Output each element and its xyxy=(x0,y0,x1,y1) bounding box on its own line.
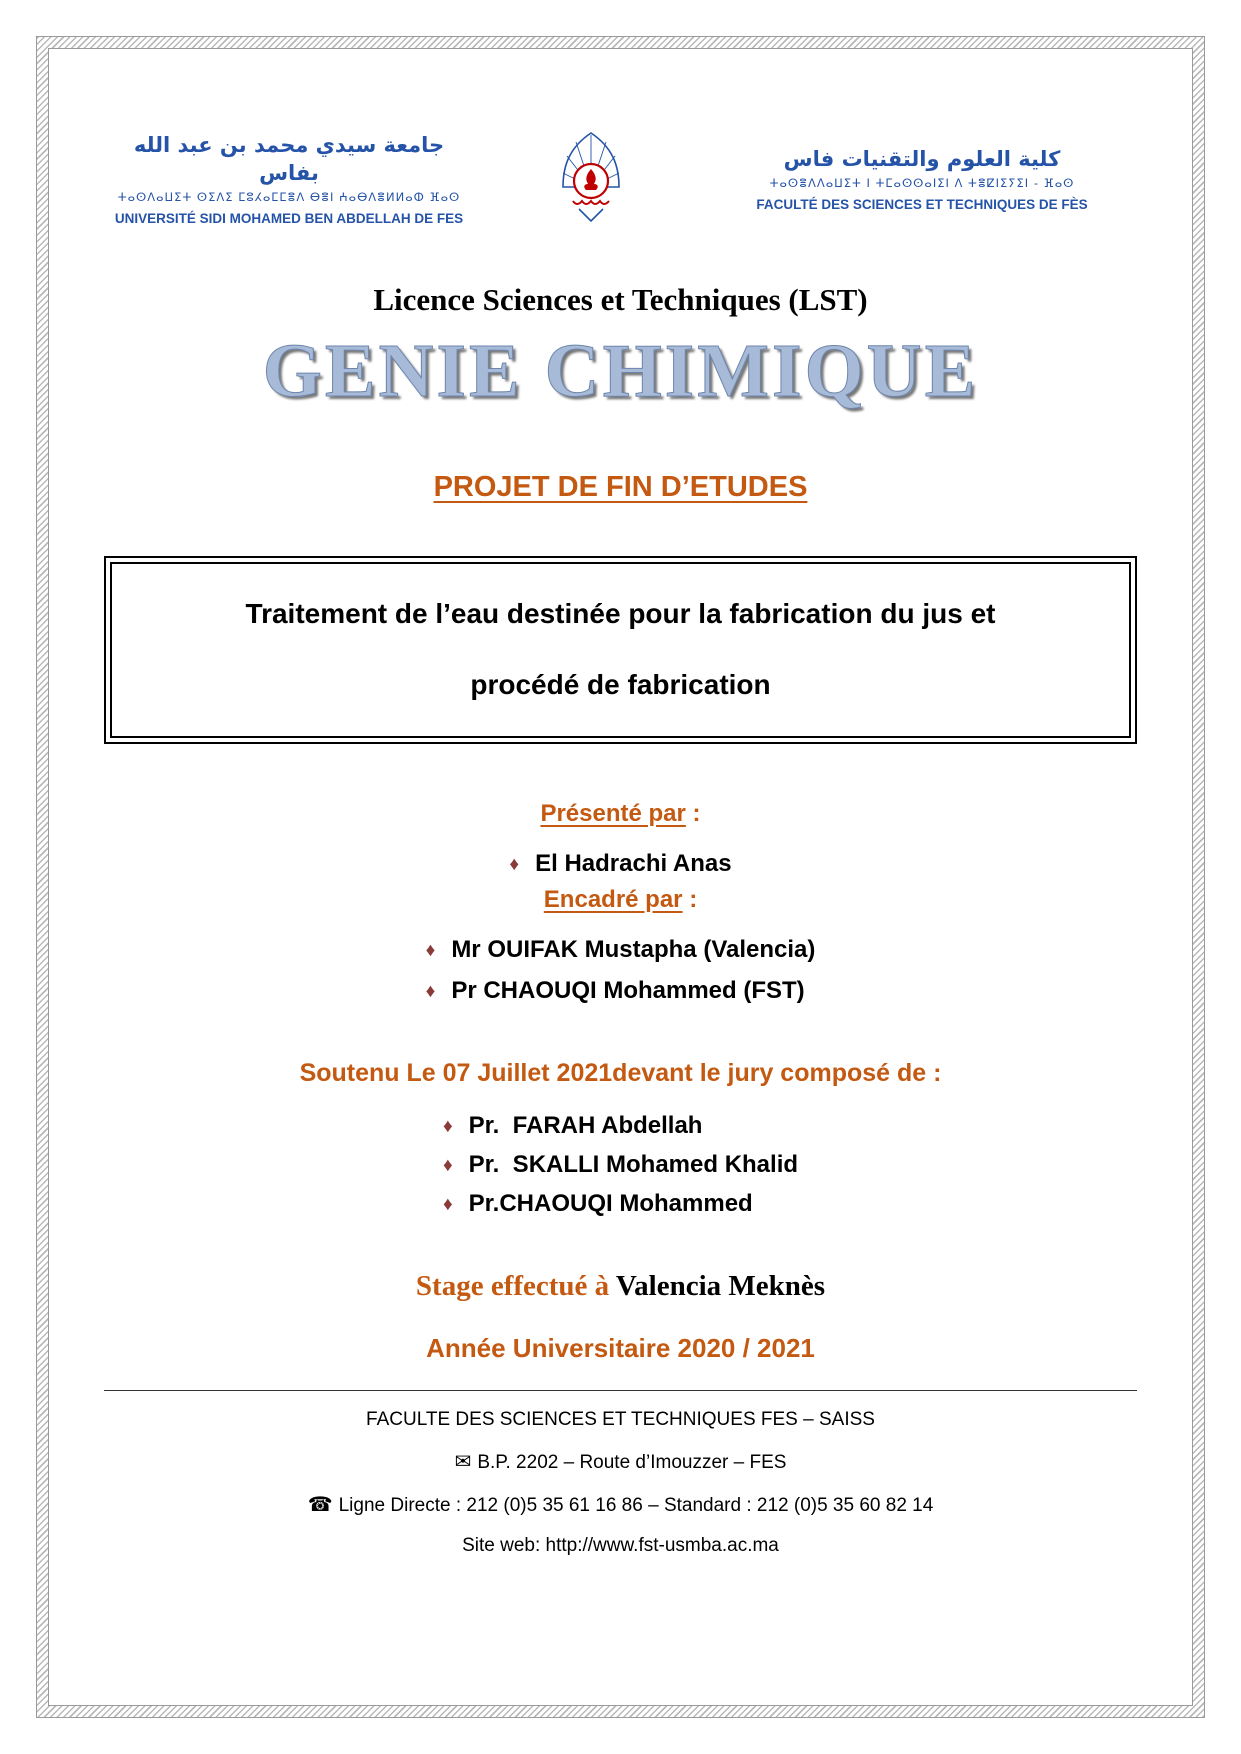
phone-icon: ☎ xyxy=(307,1493,333,1516)
document-type-title: PROJET DE FIN D’ETUDES xyxy=(433,471,808,503)
faculty-name-tifinagh: ⵜⴰⵙⴻⴷⴷⴰⵡⵉⵜ ⵏ ⵜⵎⴰⵙⵙⴰⵏⵉⵏ ⴷ ⵜⴻⵇⵏⵉⵢⵉⵏ - ⴼⴰⵙ xyxy=(769,176,1075,191)
academic-year: Année Universitaire 2020 / 2021 xyxy=(426,1332,815,1363)
university-block xyxy=(104,131,474,228)
list-item xyxy=(443,1151,798,1179)
diamond-bullet-icon: ♦ xyxy=(425,939,436,961)
footer-phone-text: Ligne Directe : 212 (0)5 35 61 16 86 – Standard : 212 (0)5 35 60 82 14 xyxy=(338,1494,934,1516)
university-name-arabic: جامعة سيدي محمد بن عبد الله بفاس xyxy=(133,132,445,186)
specialty-title: GENIE CHIMIQUE xyxy=(262,329,979,413)
list-item xyxy=(509,850,731,878)
supervisor-name: Mr OUIFAK Mustapha (Valencia) xyxy=(451,935,816,963)
subject-line-1: Traitement de l’eau destinée pour la fabrication du jus et xyxy=(245,598,996,629)
header-logos xyxy=(104,129,1137,230)
footer-divider xyxy=(104,1390,1137,1391)
list-item xyxy=(443,1112,703,1140)
footer-website-line: Site web: http://www.fst-usmba.ac.ma xyxy=(462,1534,779,1556)
supervised-by-label-text: Encadré par xyxy=(543,885,683,913)
list-item xyxy=(443,1190,753,1218)
diamond-bullet-icon: ♦ xyxy=(425,980,436,1002)
jury-member-name: Pr. FARAH Abdellah xyxy=(468,1111,703,1139)
footer xyxy=(104,1390,1137,1557)
internship-line xyxy=(416,1270,825,1303)
jury-member-name: Pr. SKALLI Mohamed Khalid xyxy=(468,1150,799,1178)
university-name-tifinagh: ⵜⴰⵙⴷⴰⵡⵉⵜ ⵙⵉⴷⵉ ⵎⵓⵃⴰⵎⵎⴻⴷ ⴱⴻⵏ ⵄⴰⴱⴷⴻⵍⵍⴰⵀ ⴼⴰⵙ xyxy=(117,190,461,205)
supervisor-name: Pr CHAOUQI Mohammed (FST) xyxy=(451,976,805,1004)
list-item xyxy=(426,977,805,1005)
presented-by-label-text: Présenté par xyxy=(540,799,686,827)
subject-title-box-inner xyxy=(110,562,1131,738)
subject-line-2: procédé de fabrication xyxy=(470,668,771,700)
faculty-name-arabic: كلية العلوم والتقنيات فاس xyxy=(783,146,1061,171)
footer-address-line xyxy=(104,1449,1137,1474)
university-seal-logo xyxy=(550,129,632,230)
presented-by-list xyxy=(509,850,731,878)
internship-label: Stage effectué à xyxy=(415,1269,610,1302)
faculty-block xyxy=(707,145,1137,214)
jury-list xyxy=(443,1112,798,1218)
footer-address-text: B.P. 2202 – Route d’Imouzzer – FES xyxy=(477,1451,787,1473)
supervised-by-label xyxy=(544,886,697,914)
student-name: El Hadrachi Anas xyxy=(535,849,732,877)
decorative-page-border xyxy=(36,36,1205,1718)
diamond-bullet-icon: ♦ xyxy=(509,853,520,875)
diamond-bullet-icon: ♦ xyxy=(442,1115,453,1137)
jury-member-name: Pr.CHAOUQI Mohammed xyxy=(468,1189,753,1217)
list-item xyxy=(426,936,816,964)
program-title: Licence Sciences et Techniques (LST) xyxy=(373,282,868,317)
subject-title-box xyxy=(104,556,1137,744)
diamond-bullet-icon: ♦ xyxy=(442,1154,453,1176)
footer-phone-line xyxy=(104,1492,1137,1517)
footer-faculty-line: FACULTE DES SCIENCES ET TECHNIQUES FES – SAISS xyxy=(366,1408,875,1430)
faculty-name-latin: FACULTÉ DES SCIENCES ET TECHNIQUES DE FÈS xyxy=(756,196,1088,212)
defense-intro: Soutenu Le 07 Juillet 2021devant le jury composé de : xyxy=(299,1058,942,1087)
mail-icon: ✉ xyxy=(454,1450,472,1473)
presented-by-label xyxy=(540,800,700,828)
supervisors-list xyxy=(426,936,816,1005)
supervised-by-colon: : xyxy=(682,885,698,913)
page-content xyxy=(48,48,1193,1706)
internship-place: Valencia Meknès xyxy=(609,1269,826,1302)
diamond-bullet-icon: ♦ xyxy=(442,1193,453,1215)
university-name-latin: UNIVERSITÉ SIDI MOHAMED BEN ABDELLAH DE FES xyxy=(114,210,464,226)
presented-by-colon: : xyxy=(685,799,701,827)
